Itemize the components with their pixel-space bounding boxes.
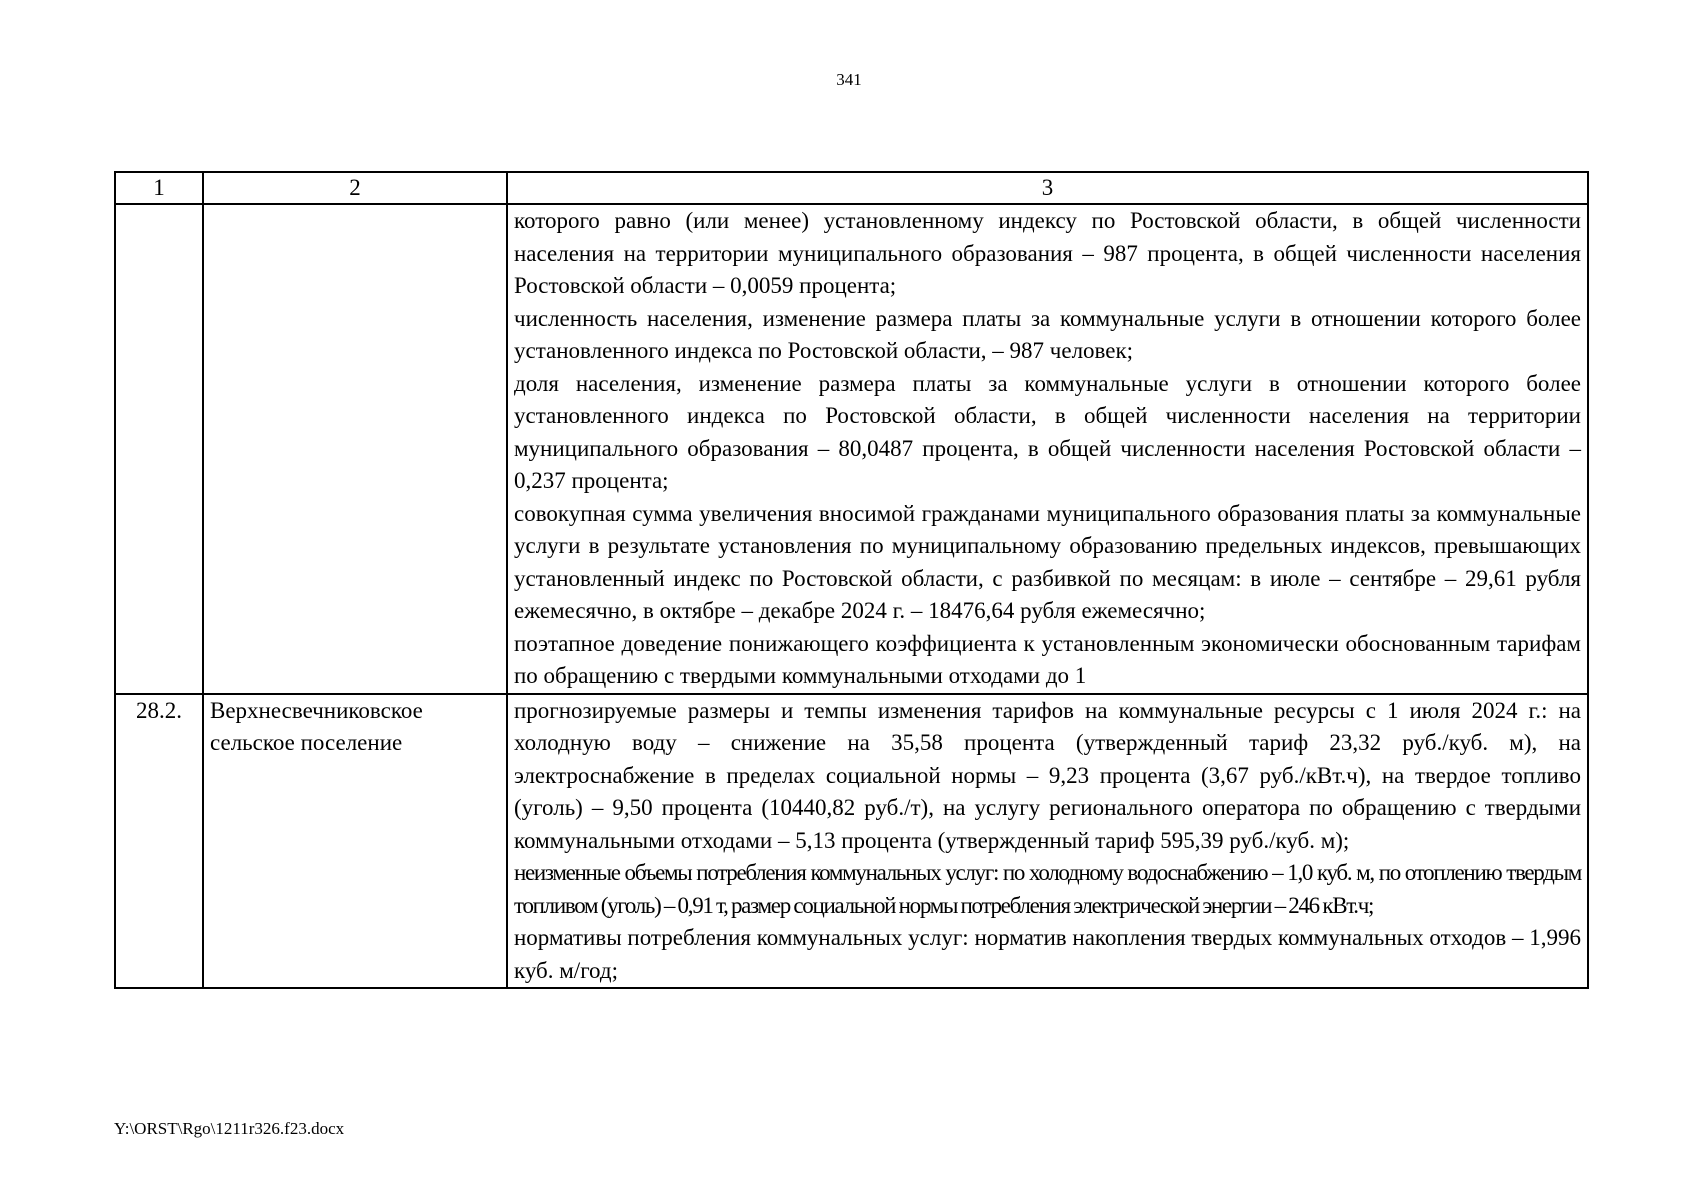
description-paragraph: неизменные объемы потребления коммунальных услуг: по холодному водоснабжению – 1,0 куб. м, по отоплению твердым топливом (уголь) – 0,91 т, размер социальной нормы потребления электрической энергии – 246 кВт.ч; [514,860,1581,918]
description-paragraph: нормативы потребления коммунальных услуг: норматив накопления твердых коммунальных отходов – 1,996 куб. м/год; [514,925,1581,983]
description-paragraph: поэтапное доведение понижающего коэффициента к установленным экономически обоснованным тарифам по обращению с твердыми коммунальными отходами до 1 [514,630,1581,688]
description-paragraph: численность населения, изменение размера платы за коммунальные услуги в отношении которого более установленного индекса по Ростовской области, – 987 человек; [514,305,1581,363]
settlement-name-cell: Верхнесвечниковское сельское поселение [203,694,507,989]
table-row [115,694,1588,989]
page-number: 341 [836,70,862,89]
document-file-path: Y:\ORST\Rgo\1211r326.f23.docx [114,1119,345,1138]
description-cell [507,694,1588,989]
description-cell [507,204,1588,694]
column-header-1: 1 [115,172,203,204]
description-paragraph: которого равно (или менее) установленному индексу по Ростовской области, в общей численности населения на территории муниципального образования – 987 процента, в общей численности населения Ростовской области – 0,0059 процента; [514,208,1581,298]
description-paragraph: совокупная сумма увеличения вносимой гражданами муниципального образования платы за коммунальные услуги в результате установления по муниципальному образованию предельных индексов, превышающих установленный индекс по Ростовской области, с разбивкой по месяцам: в июле – сентябре – 29,61 рубля ежемесячно, в октябре – декабре 2024 г. – 18476,64 рубля ежемесячно; [514,500,1581,623]
table-header-row [115,172,1588,204]
column-header-2: 2 [203,172,507,204]
table-row [115,204,1588,694]
settlement-name-cell [203,204,507,694]
row-number-cell [115,204,203,694]
row-number-cell: 28.2. [115,694,203,989]
description-paragraph: прогнозируемые размеры и темпы изменения тарифов на коммунальные ресурсы с 1 июля 2024 г.: на холодную воду – снижение на 35,58 процента (утвержденный тариф 23,32 руб./куб. м), на электроснабжение в пределах социальной нормы – 9,23 процента (3,67 руб./кВт.ч), на твердое топливо (уголь) – 9,50 процента (10440,82 руб./т), на услугу регионального оператора по обращению с твердыми коммунальными отходами – 5,13 процента (утвержденный тариф 595,39 руб./куб. м); [514,697,1581,853]
description-paragraph: доля населения, изменение размера платы за коммунальные услуги в отношении которого более установленного индекса по Ростовской области, в общей численности населения на территории муниципального образования – 80,0487 процента, в общей численности населения Ростовской области – 0,237 процента; [514,370,1581,493]
content-table [114,171,1589,989]
column-header-3: 3 [507,172,1588,204]
